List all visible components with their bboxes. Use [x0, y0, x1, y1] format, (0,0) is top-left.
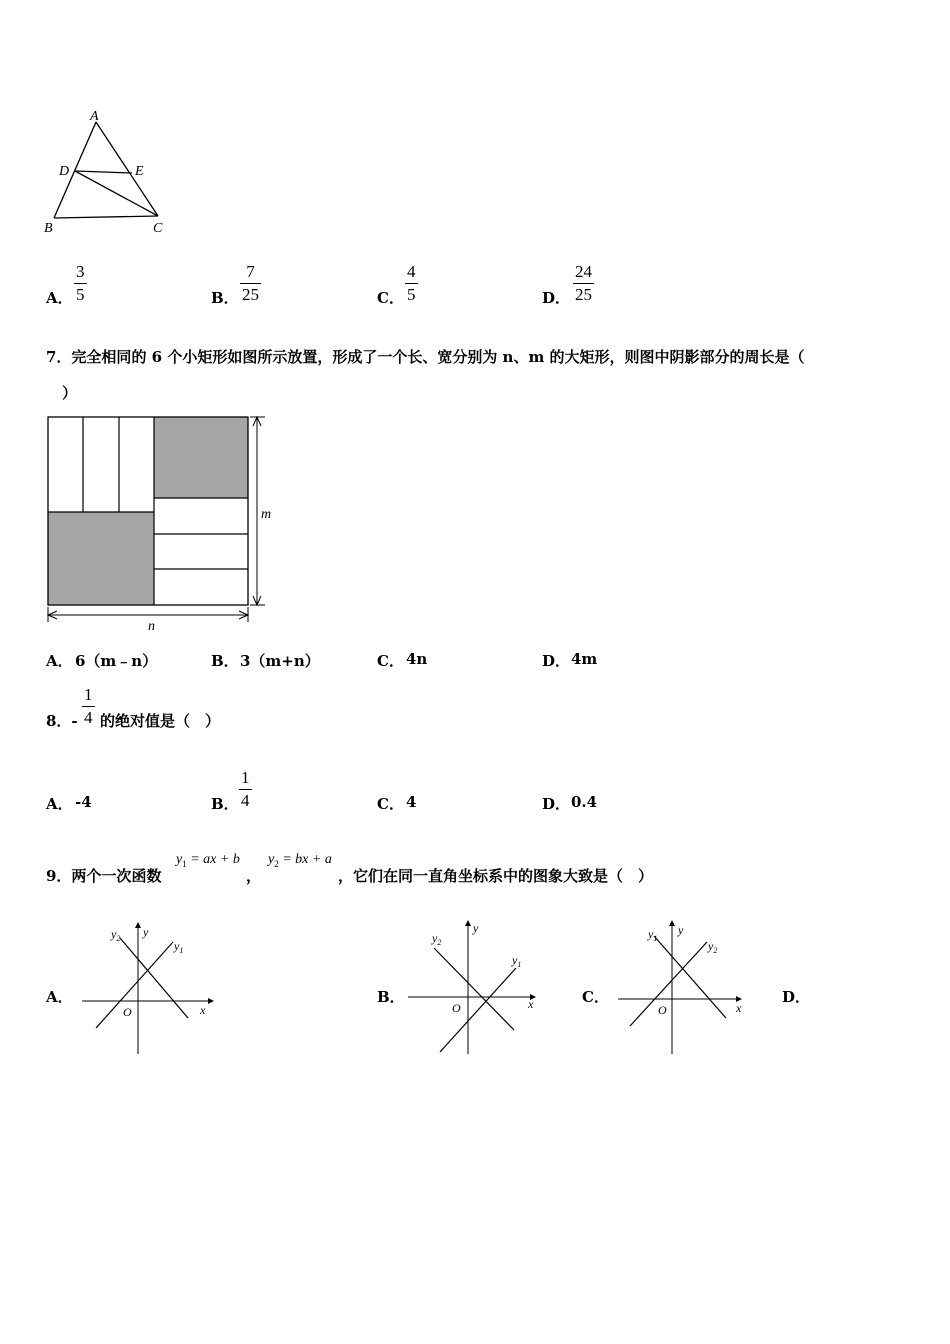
- graph-option-c: [612, 918, 752, 1060]
- y-axis-label: y: [473, 921, 479, 935]
- q8-question-suffix: 的绝对值是（ ）: [100, 712, 221, 730]
- fraction-numerator: 24: [575, 262, 592, 281]
- fraction-numerator: 4: [407, 262, 416, 281]
- q8-option-a-label: A．: [46, 795, 73, 813]
- triangle-figure: [40, 108, 180, 238]
- graph-option-a: [78, 920, 218, 1060]
- line-label-y1: [511, 953, 521, 969]
- q9-option-c-label: C．: [582, 988, 609, 1006]
- q6-option-b-fraction: [240, 263, 261, 303]
- vertex-label-d: D: [59, 164, 70, 179]
- formula-rhs: = bx + a: [278, 852, 332, 867]
- line-label-y1: [647, 927, 657, 943]
- origin-label: O: [452, 1001, 461, 1015]
- formula-y: y: [268, 852, 275, 867]
- line-label-letter: y: [512, 953, 518, 967]
- q7-question-line2: ）: [62, 384, 78, 402]
- line-label-letter: y: [648, 927, 654, 941]
- line-label-y2: [110, 927, 120, 943]
- line-label-subscript: 1: [653, 934, 658, 943]
- line-label-letter: y: [708, 939, 714, 953]
- fraction-denominator: 5: [407, 285, 416, 304]
- q8-option-b-label: B．: [211, 795, 239, 813]
- q9-question-suffix: ，它们在同一直角坐标系中的图象大致是（ ）: [338, 867, 654, 885]
- q7-option-c-text: 4n: [406, 650, 428, 668]
- vertex-label-c: C: [153, 221, 163, 236]
- vertex-label-b: B: [44, 221, 53, 236]
- line-label-subscript: 2: [116, 934, 121, 943]
- fraction-numerator: 3: [76, 262, 85, 281]
- q7-option-c-label: C．: [377, 652, 404, 670]
- fraction-denominator: 25: [242, 285, 259, 304]
- q9-formula-y2: [268, 852, 332, 869]
- q9-separator: ，: [246, 867, 262, 885]
- q8-question-fraction: [82, 686, 95, 726]
- fraction-denominator: 5: [76, 285, 85, 304]
- q9-question-prefix: 9．两个一次函数: [46, 867, 162, 885]
- graph-option-b: [404, 918, 554, 1060]
- q7-option-d-text: 4m: [571, 650, 598, 668]
- dimension-label-m: m: [261, 507, 272, 522]
- q6-option-c-fraction: [405, 263, 418, 303]
- q7-option-b-label: B．: [211, 652, 239, 670]
- q7-option-b-text: 3（m+n）: [240, 652, 320, 670]
- x-axis-label: x: [736, 1001, 742, 1015]
- q6-option-b-label: B．: [211, 289, 239, 307]
- origin-label: O: [123, 1005, 132, 1019]
- x-axis-label: x: [528, 997, 534, 1011]
- q9-formula-y1: [176, 852, 240, 869]
- q6-option-c-label: C．: [377, 289, 404, 307]
- q8-option-b-fraction: [239, 769, 252, 809]
- formula-subscript: 2: [274, 858, 279, 869]
- line-label-y2: [431, 931, 441, 947]
- formula-rhs: = ax + b: [186, 852, 240, 867]
- q6-option-a-label: A．: [46, 289, 73, 307]
- line-label-subscript: 1: [179, 946, 184, 955]
- q6-option-a-fraction: [74, 263, 87, 303]
- q8-option-d-text: 0.4: [571, 793, 598, 811]
- q8-option-c-label: C．: [377, 795, 404, 813]
- q7-option-a-label: A．: [46, 652, 73, 670]
- line-label-subscript: 2: [713, 946, 718, 955]
- fraction-denominator: 25: [575, 285, 592, 304]
- q7-option-d-label: D．: [542, 652, 571, 670]
- vertex-label-e: E: [135, 164, 144, 179]
- origin-label: O: [658, 1003, 667, 1017]
- line-label-subscript: 1: [517, 960, 522, 969]
- q7-option-a-text: 6（m﹣n）: [75, 652, 158, 670]
- y-axis-label: y: [678, 923, 684, 937]
- q8-question-prefix: 8．-: [46, 712, 78, 730]
- q7-question-line1: 7．完全相同的 6 个小矩形如图所示放置，形成了一个长、宽分别为 n、m 的大矩形，则图中阴影部分的周长是（: [46, 348, 805, 366]
- q9-option-b-label: B．: [377, 988, 405, 1006]
- q8-option-a-text: -4: [75, 793, 92, 811]
- fraction-numerator: 1: [84, 685, 93, 704]
- q6-option-d-label: D．: [542, 289, 571, 307]
- line-label-y1: [173, 939, 183, 955]
- x-axis-label: x: [200, 1003, 206, 1017]
- fraction-numerator: 7: [246, 262, 255, 281]
- line-label-subscript: 2: [437, 938, 442, 947]
- formula-y: y: [176, 852, 183, 867]
- line-label-letter: y: [432, 931, 438, 945]
- y-axis-label: y: [143, 925, 149, 939]
- q6-option-d-fraction: [573, 263, 594, 303]
- vertex-label-a: A: [90, 109, 99, 124]
- line-label-letter: y: [174, 939, 180, 953]
- fraction-denominator: 4: [241, 791, 250, 810]
- line-label-y2: [707, 939, 717, 955]
- q9-option-a-label: A．: [46, 988, 73, 1006]
- fraction-denominator: 4: [84, 708, 93, 727]
- line-label-letter: y: [111, 927, 117, 941]
- rectangle-figure: [40, 408, 280, 634]
- q8-option-c-text: 4: [406, 793, 417, 811]
- fraction-numerator: 1: [241, 768, 250, 787]
- formula-subscript: 1: [182, 858, 187, 869]
- q8-option-d-label: D．: [542, 795, 571, 813]
- q9-option-d-label: D．: [782, 988, 811, 1006]
- dimension-label-n: n: [148, 619, 155, 634]
